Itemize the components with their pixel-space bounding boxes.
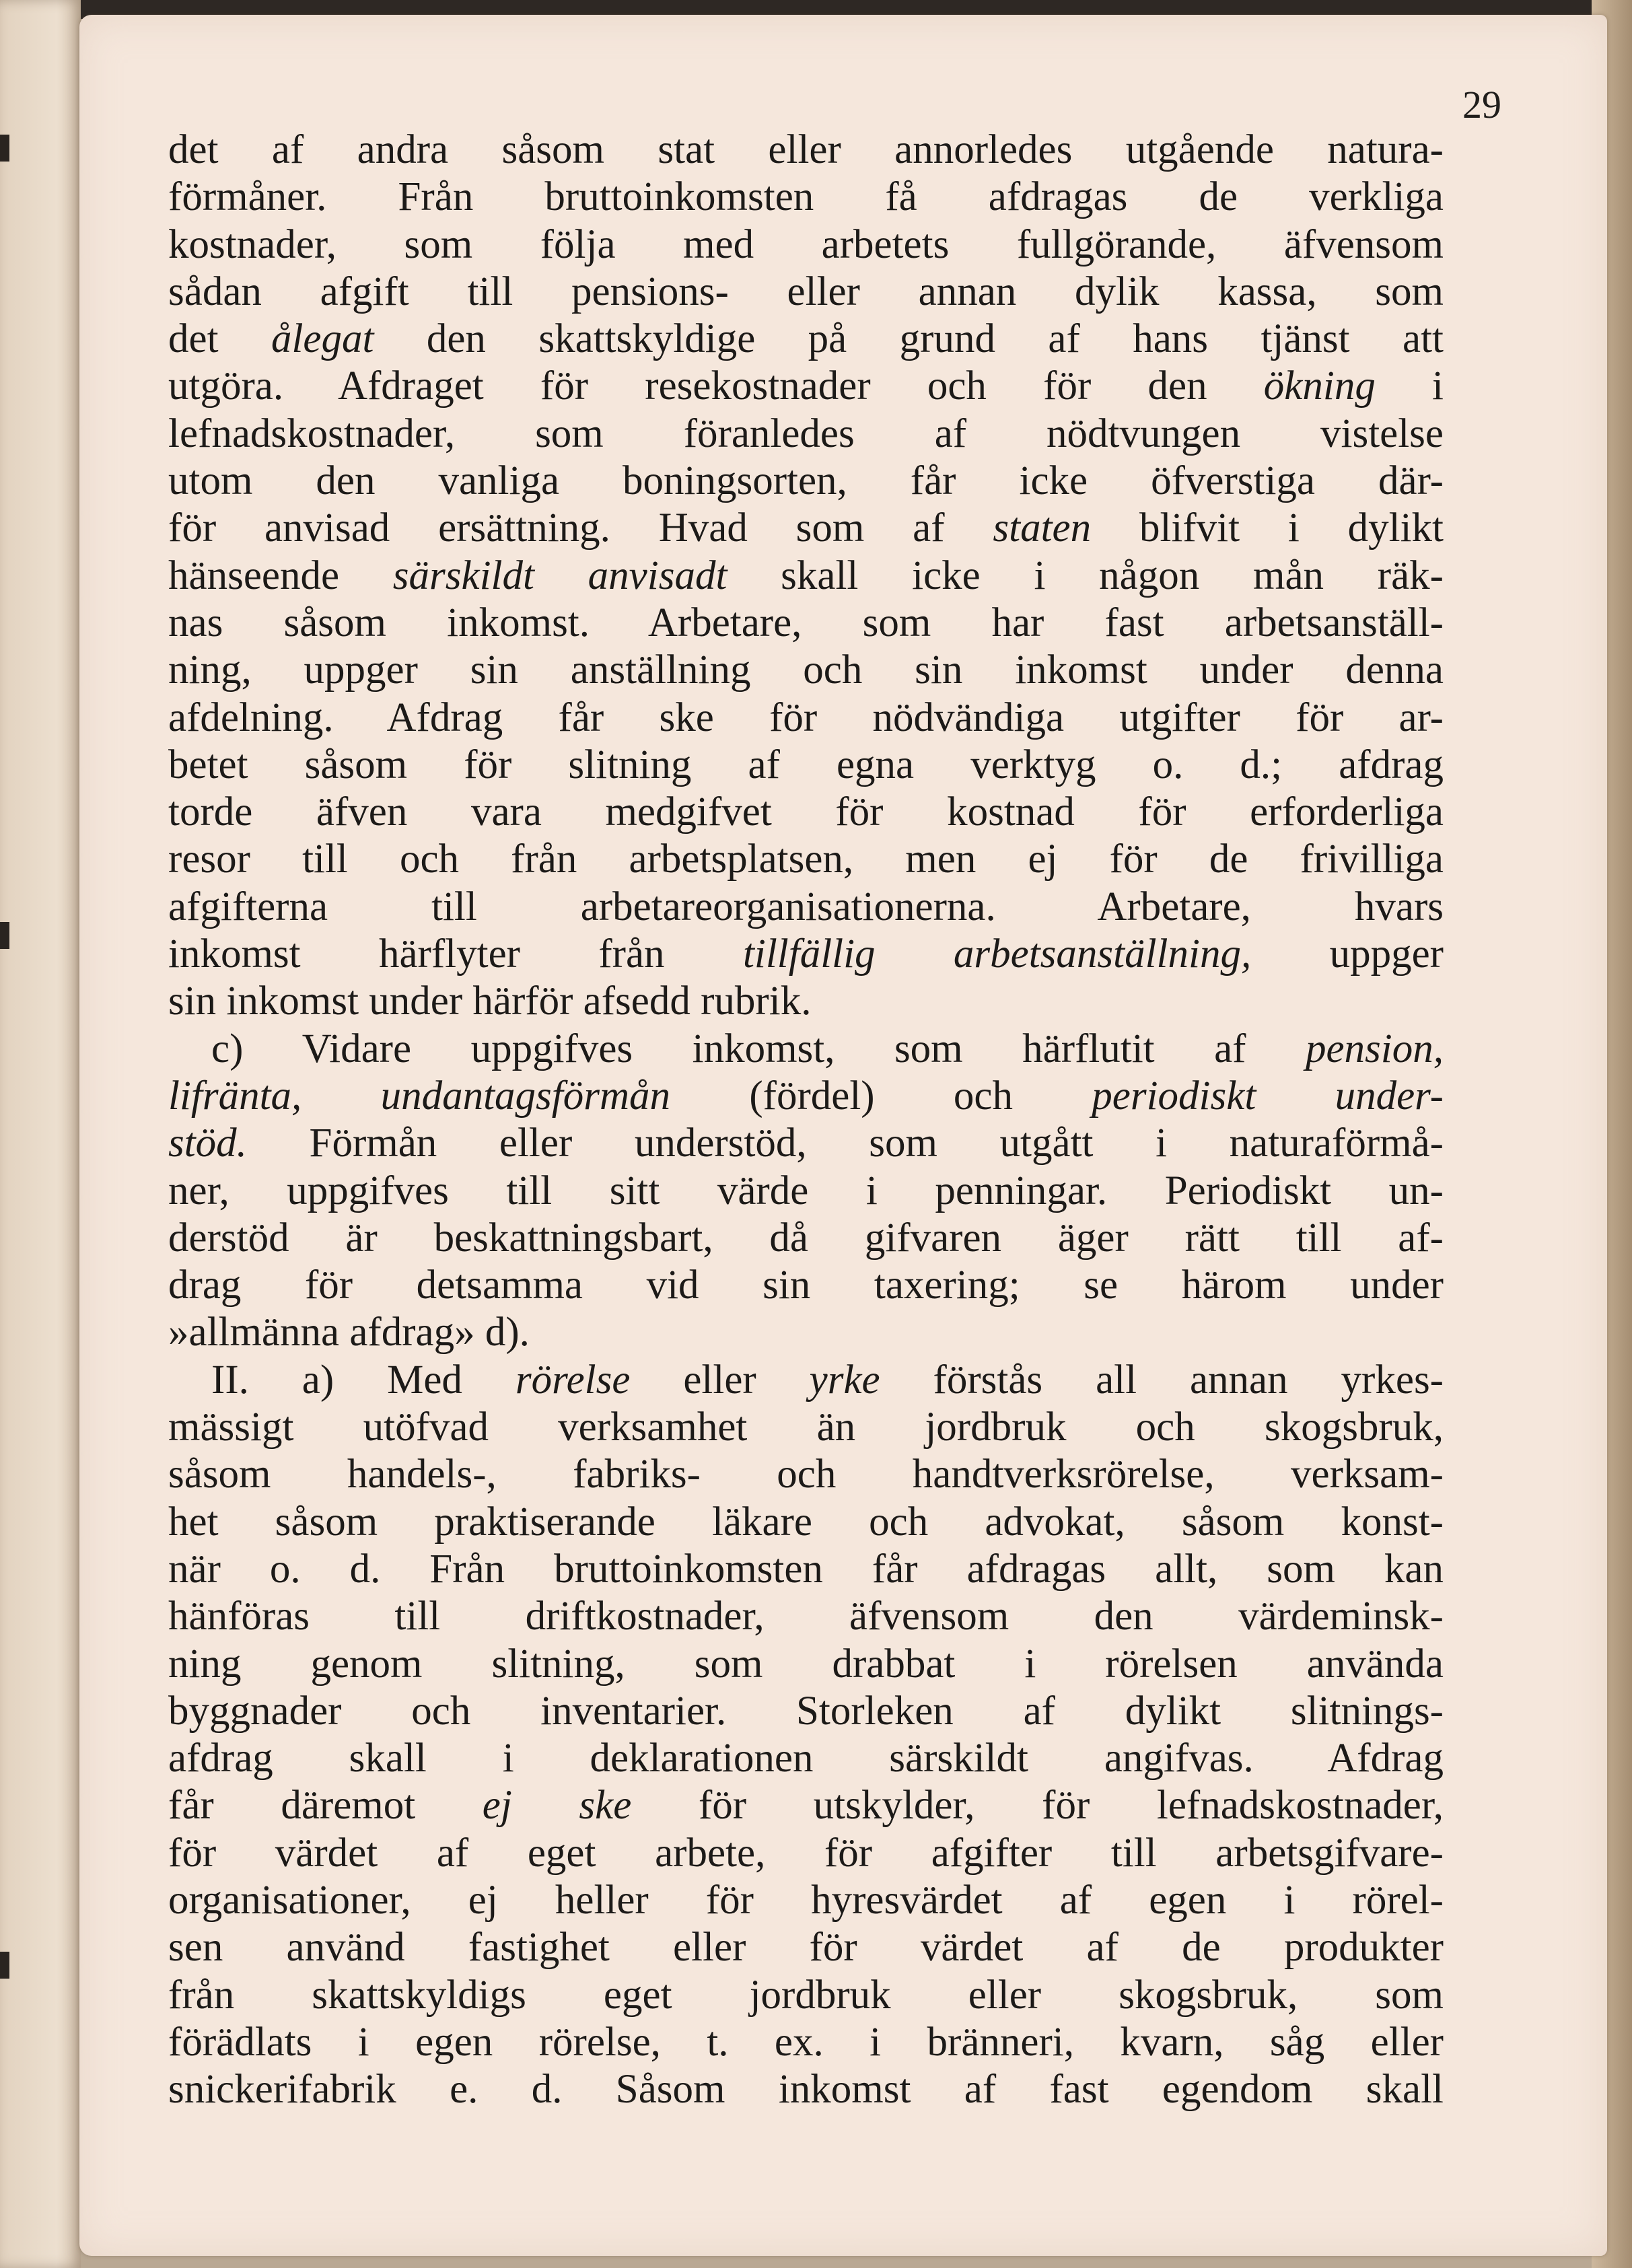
text-line bbox=[168, 1262, 1444, 1309]
text-line bbox=[168, 1073, 1444, 1120]
italic-text-segment: periodiskt under- bbox=[1092, 1073, 1444, 1119]
text-line bbox=[168, 411, 1444, 458]
text-segment: sen använd fastighet eller för värdet af de produkter bbox=[168, 1925, 1444, 1971]
text-line bbox=[168, 1357, 1444, 1404]
text-line bbox=[168, 978, 1444, 1025]
text-segment: het såsom praktiserande läkare och advokat, såsom konst- bbox=[168, 1499, 1444, 1545]
text-segment: för värdet af eget arbete, för afgifter till arbetsgifvare- bbox=[168, 1830, 1444, 1876]
text-line bbox=[168, 505, 1444, 552]
text-segment: (fördel) och bbox=[670, 1073, 1092, 1119]
italic-text-segment: särskildt anvisadt bbox=[392, 553, 728, 598]
adjacent-page-mark bbox=[0, 922, 9, 949]
text-segment: kostnader, som följa med arbetets fullgörande, äfvensom bbox=[168, 221, 1444, 267]
text-segment: det af andra såsom stat eller annorledes utgående natura- bbox=[168, 127, 1444, 172]
text-line bbox=[168, 1215, 1444, 1262]
italic-text-segment: staten bbox=[993, 505, 1092, 551]
text-segment: ning, uppger sin anställning och sin inkomst under denna bbox=[168, 647, 1444, 693]
text-line bbox=[168, 1451, 1444, 1498]
text-line bbox=[168, 1120, 1444, 1167]
text-line bbox=[168, 1830, 1444, 1877]
text-segment: organisationer, ej heller för hyresvärdet af egen i rörel- bbox=[168, 1877, 1444, 1923]
text-segment: inkomst härflyter från bbox=[168, 931, 743, 977]
text-segment: byggnader och inventarier. Storleken af dylikt slitnings- bbox=[168, 1688, 1444, 1734]
text-line bbox=[168, 553, 1444, 600]
text-segment: ning genom slitning, som drabbat i rörelsen använda bbox=[168, 1641, 1444, 1687]
text-segment: »allmänna afdrag» d). bbox=[168, 1310, 530, 1355]
text-line bbox=[168, 1404, 1444, 1451]
text-segment: när o. d. Från bruttoinkomsten får afdragas allt, som kan bbox=[168, 1546, 1444, 1592]
text-segment: resor till och från arbetsplatsen, men ej för de frivilliga bbox=[168, 837, 1444, 882]
text-line bbox=[168, 458, 1444, 505]
text-line bbox=[168, 647, 1444, 694]
italic-text-segment: ålegat bbox=[271, 316, 374, 362]
text-segment: derstöd är beskattningsbart, då gifvaren äger rätt till af- bbox=[168, 1215, 1444, 1261]
italic-text-segment: ej ske bbox=[482, 1783, 632, 1829]
italic-text-segment: tillfällig arbetsanställning, bbox=[742, 931, 1252, 977]
italic-text-segment: lifränta, undantagsförmån bbox=[168, 1073, 671, 1119]
text-line bbox=[168, 884, 1444, 931]
adjacent-page-mark bbox=[0, 1952, 9, 1979]
text-line bbox=[168, 1688, 1444, 1735]
text-line bbox=[168, 1593, 1444, 1640]
text-line bbox=[168, 1546, 1444, 1593]
text-line bbox=[168, 1782, 1444, 1829]
italic-text-segment: pension, bbox=[1305, 1026, 1444, 1071]
text-line bbox=[168, 1924, 1444, 1971]
adjacent-page-edge bbox=[0, 0, 81, 2268]
text-segment: c) Vidare uppgifves inkomst, som härflutit af bbox=[211, 1026, 1306, 1071]
text-line bbox=[168, 931, 1444, 978]
text-segment: uppger bbox=[1251, 931, 1444, 977]
text-segment: hänföras till driftkostnader, äfvensom den värdeminsk- bbox=[168, 1594, 1444, 1639]
text-segment: eller bbox=[630, 1357, 810, 1403]
text-segment: i bbox=[1375, 363, 1444, 409]
text-line bbox=[168, 1499, 1444, 1546]
text-line bbox=[168, 2066, 1444, 2113]
text-segment: II. a) Med bbox=[211, 1357, 516, 1403]
text-segment: från skattskyldigs eget jordbruk eller skogsbruk, som bbox=[168, 1972, 1444, 2018]
text-segment: snickerifabrik e. d. Såsom inkomst af fast egendom skall bbox=[168, 2067, 1444, 2113]
italic-text-segment: yrke bbox=[809, 1357, 880, 1403]
text-line bbox=[168, 742, 1444, 789]
text-segment: det bbox=[168, 316, 271, 362]
text-line bbox=[168, 174, 1444, 221]
text-line bbox=[168, 1735, 1444, 1782]
text-segment: torde äfven vara medgifvet för kostnad för erforderliga bbox=[168, 789, 1444, 835]
text-line bbox=[168, 1168, 1444, 1215]
text-segment: förädlats i egen rörelse, t. ex. i bränneri, kvarn, såg eller bbox=[168, 2019, 1444, 2065]
text-segment: hänseende bbox=[168, 553, 393, 598]
text-segment: betet såsom för slitning af egna verktyg o. d.; afdrag bbox=[168, 742, 1444, 787]
text-segment: mässigt utöfvad verksamhet än jordbruk och skogsbruk, bbox=[168, 1405, 1444, 1450]
adjacent-page-mark bbox=[0, 135, 9, 162]
text-line bbox=[168, 789, 1444, 836]
text-segment: förstås all annan yrkes- bbox=[880, 1357, 1444, 1403]
text-line bbox=[168, 1972, 1444, 2019]
text-segment: utgöra. Afdraget för resekostnader och för den bbox=[168, 363, 1264, 409]
text-segment: förmåner. Från bruttoinkomsten få afdragas de verkliga bbox=[168, 174, 1444, 220]
text-line bbox=[168, 836, 1444, 883]
text-segment: utom den vanliga boningsorten, får icke öfverstiga där- bbox=[168, 458, 1444, 504]
text-segment: lefnadskostnader, som föranledes af nödtvungen vistelse bbox=[168, 411, 1444, 456]
text-line bbox=[168, 363, 1444, 410]
text-segment: för anvisad ersättning. Hvad som af bbox=[168, 505, 993, 551]
text-segment: skall icke i någon mån räk- bbox=[727, 553, 1444, 598]
text-segment: afdrag skall i deklarationen särskildt angifvas. Afdrag bbox=[168, 1736, 1444, 1781]
text-line bbox=[168, 695, 1444, 742]
text-segment: den skattskyldige på grund af hans tjänst att bbox=[374, 316, 1444, 362]
page-number: 29 bbox=[1462, 83, 1501, 127]
text-line bbox=[168, 1877, 1444, 1924]
text-segment: afdelning. Afdrag får ske för nödvändiga utgifter för ar- bbox=[168, 695, 1444, 740]
text-segment: för utskylder, för lefnadskostnader, bbox=[631, 1783, 1444, 1829]
text-line bbox=[168, 1641, 1444, 1688]
text-segment: ner, uppgifves till sitt värde i penningar. Periodiskt un- bbox=[168, 1168, 1444, 1213]
text-segment: afgifterna till arbetareorganisationerna. Arbetare, hvars bbox=[168, 884, 1444, 929]
text-segment: blifvit i dylikt bbox=[1091, 505, 1444, 551]
text-line bbox=[168, 600, 1444, 647]
body-text bbox=[168, 127, 1444, 2113]
italic-text-segment: stöd. bbox=[168, 1121, 247, 1166]
text-line bbox=[168, 2019, 1444, 2066]
text-line bbox=[168, 127, 1444, 174]
text-segment: nas såsom inkomst. Arbetare, som har fast arbetsanställ- bbox=[168, 600, 1444, 645]
text-line bbox=[168, 221, 1444, 269]
text-line bbox=[168, 316, 1444, 363]
text-segment: såsom handels-, fabriks- och handtverksrörelse, verksam- bbox=[168, 1452, 1444, 1497]
text-segment: sin inkomst under härför afsedd rubrik. bbox=[168, 979, 812, 1024]
text-segment: drag för detsamma vid sin taxering; se härom under bbox=[168, 1263, 1444, 1308]
text-line bbox=[168, 1026, 1444, 1073]
text-segment: sådan afgift till pensions- eller annan dylik kassa, som bbox=[168, 269, 1444, 314]
italic-text-segment: rörelse bbox=[515, 1357, 631, 1403]
text-segment: Förmån eller understöd, som utgått i naturaförmå- bbox=[246, 1121, 1444, 1166]
text-line bbox=[168, 1309, 1444, 1356]
text-line bbox=[168, 269, 1444, 316]
italic-text-segment: ökning bbox=[1263, 363, 1376, 409]
text-segment: får däremot bbox=[168, 1783, 483, 1829]
